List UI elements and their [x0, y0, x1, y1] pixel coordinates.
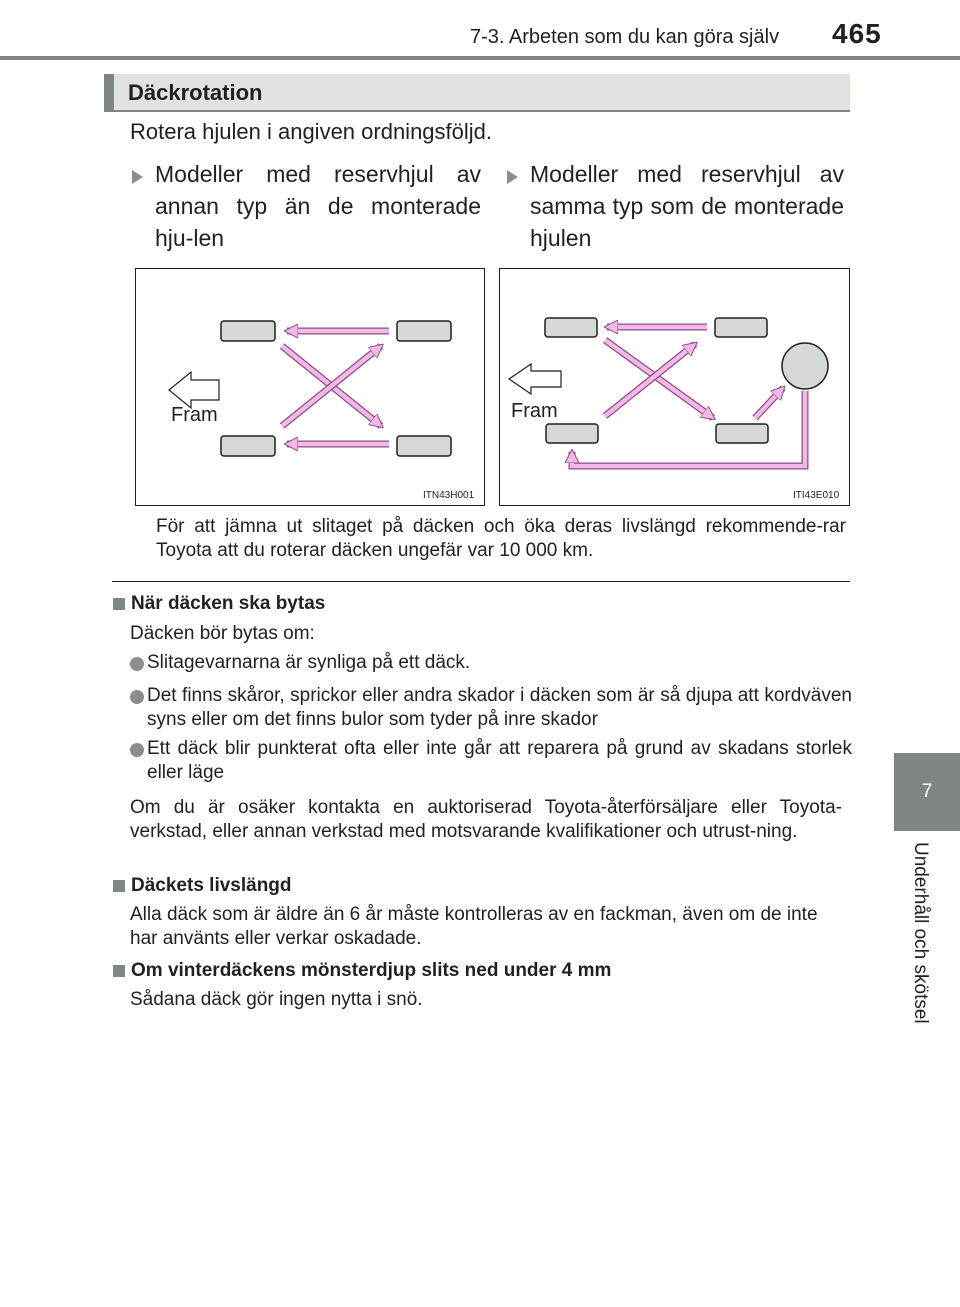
- intro-text: Rotera hjulen i angiven ordningsföljd.: [130, 119, 493, 144]
- replace-outro: Om du är osäker kontakta en auktoriserad Toyota-återförsäljare eller Toyota-verkstad, eller annan verkstad med motsvarande kvalifikationer och utrust-ning.: [130, 797, 842, 842]
- section-title-accent: [104, 74, 114, 110]
- circle-bullet-icon: [130, 690, 144, 704]
- square-bullet-icon: [113, 965, 125, 977]
- column-heading-other-spare: Modeller med reservhjul av annan typ än de monterade hju-len: [155, 161, 481, 251]
- section-title-underline: [104, 110, 850, 112]
- front-label: Fram: [171, 404, 218, 426]
- replace-bullet-3: Ett däck blir punkterat ofta eller inte går att reparera på grund av skadans storlek eller läge: [147, 738, 852, 783]
- replace-bullet-2: Det finns skåror, sprickor eller andra skador i däcken som är så djupa att kordväven syns eller om det finns bulor som tyder på inre skador: [147, 685, 852, 730]
- wheel-rear-left: [715, 318, 767, 337]
- rotation-diagrams: [135, 268, 850, 506]
- triangle-bullet-icon: [132, 170, 143, 184]
- diagram-code: ITI43E010: [793, 490, 840, 501]
- replace-intro: Däcken bör bytas om:: [130, 623, 315, 644]
- wheel-rear-right: [397, 436, 451, 456]
- square-bullet-icon: [113, 598, 125, 610]
- heading-when-replace: När däcken ska bytas: [131, 593, 326, 614]
- wheel-front-left: [221, 321, 275, 341]
- wheel-rear-left: [397, 321, 451, 341]
- front-label: Fram: [511, 400, 558, 422]
- header-rule: [0, 56, 960, 60]
- circle-bullet-icon: [130, 743, 144, 757]
- spare-wheel: [782, 343, 828, 389]
- winter-tires-text: Sådana däck gör ingen nytta i snö.: [130, 989, 423, 1010]
- diagram-panel-same-spare: [500, 269, 850, 506]
- section-title: Däckrotation: [128, 80, 263, 105]
- wheel-front-left: [545, 318, 597, 337]
- tire-life-text: Alla däck som är äldre än 6 år måste kontrolleras av en fackman, även om de inte har använts eller verkar oskadade.: [130, 904, 818, 949]
- square-bullet-icon: [113, 880, 125, 892]
- diagram-code: ITN43H001: [423, 490, 475, 501]
- diagram-caption: För att jämna ut slitaget på däcken och öka deras livslängd rekommende-rar Toyota att du roterar däcken ungefär var 10 000 km.: [156, 516, 846, 561]
- heading-tire-life: Däckets livslängd: [131, 875, 292, 896]
- running-header-section: 7-3. Arbeten som du kan göra själv: [470, 26, 780, 48]
- triangle-bullet-icon: [507, 170, 518, 184]
- chapter-tab: 7: [894, 753, 960, 831]
- page-number: 465: [832, 18, 882, 49]
- replace-bullet-1: Slitagevarnarna är synliga på ett däck.: [147, 652, 471, 673]
- wheel-front-right: [221, 436, 275, 456]
- wheel-rear-right: [716, 424, 768, 443]
- chapter-title: Underhåll och skötsel: [910, 842, 931, 1024]
- circle-bullet-icon: [130, 657, 144, 671]
- diagram-panel-other-spare: [136, 269, 485, 506]
- separator-line: [112, 581, 850, 582]
- wheel-front-right: [546, 424, 598, 443]
- heading-winter-tires: Om vinterdäckens mönsterdjup slits ned under 4 mm: [131, 960, 612, 981]
- column-heading-same-spare: Modeller med reservhjul av samma typ som de monterade hjulen: [530, 161, 844, 251]
